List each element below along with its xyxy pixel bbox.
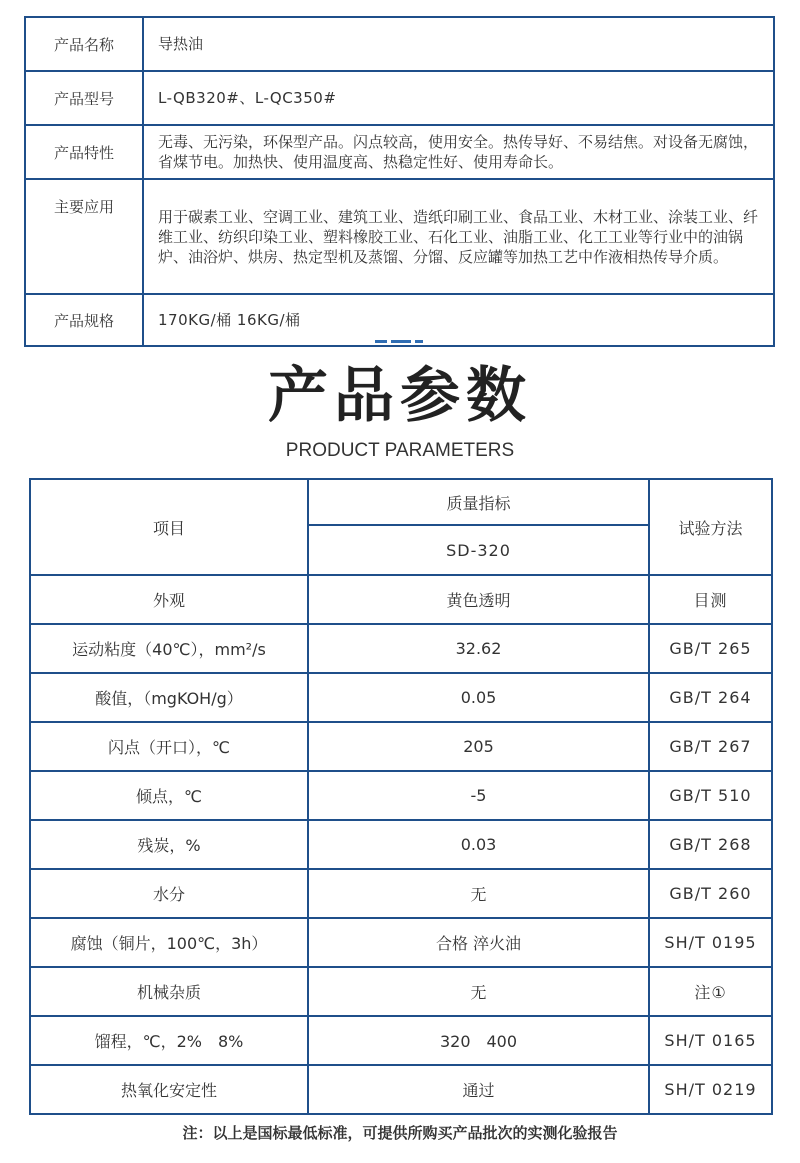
param-method: GB/T 268 bbox=[649, 820, 772, 869]
info-row-name bbox=[25, 17, 774, 71]
info-value: 导热油 bbox=[143, 17, 774, 71]
param-method: GB/T 264 bbox=[649, 673, 772, 722]
param-item: 运动粘度（40℃），mm²/s bbox=[30, 624, 308, 673]
info-label: 产品型号 bbox=[25, 71, 143, 125]
param-item: 腐蚀（铜片，100℃，3h） bbox=[30, 918, 308, 967]
info-value: 无毒、无污染，环保型产品。闪点较高，使用安全。热传导好、不易结焦。对设备无腐蚀，省煤节电。加热快、使用温度高、热稳定性好、使用寿命长。 bbox=[143, 125, 774, 179]
section-subtitle: PRODUCT PARAMETERS bbox=[285, 440, 515, 461]
info-label: 产品规格 bbox=[25, 294, 143, 346]
param-method: 注① bbox=[649, 967, 772, 1016]
header-grade: SD-320 bbox=[308, 525, 649, 575]
param-value: 无 bbox=[308, 967, 649, 1016]
param-method: GB/T 265 bbox=[649, 624, 772, 673]
param-method: GB/T 267 bbox=[649, 722, 772, 771]
info-value: 170KG/桶 16KG/桶 bbox=[143, 294, 774, 346]
title-decoration bbox=[375, 340, 423, 344]
param-item: 倾点，℃ bbox=[30, 771, 308, 820]
param-item: 闪点（开口），℃ bbox=[30, 722, 308, 771]
param-method: SH/T 0195 bbox=[649, 918, 772, 967]
param-item: 水分 bbox=[30, 869, 308, 918]
param-method: 目测 bbox=[649, 575, 772, 624]
info-row-applications bbox=[25, 179, 774, 294]
param-value: 黄色透明 bbox=[308, 575, 649, 624]
header-item: 项目 bbox=[30, 479, 308, 575]
param-value: 0.03 bbox=[308, 820, 649, 869]
parameters-table bbox=[29, 478, 773, 1115]
table-row bbox=[30, 771, 772, 820]
table-row bbox=[30, 673, 772, 722]
info-label: 产品特性 bbox=[25, 125, 143, 179]
param-value: 合格 淬火油 bbox=[308, 918, 649, 967]
table-row bbox=[30, 624, 772, 673]
param-value: 通过 bbox=[308, 1065, 649, 1114]
table-row bbox=[30, 1016, 772, 1065]
info-row-model bbox=[25, 71, 774, 125]
section-title: 产品参数 bbox=[268, 361, 532, 431]
footnote: 注：以上是国标最低标准，可提供所购买产品批次的实测化验报告 bbox=[182, 1124, 618, 1142]
param-item: 馏程，℃，2% 8% bbox=[30, 1016, 308, 1065]
table-row bbox=[30, 967, 772, 1016]
header-method: 试验方法 bbox=[649, 479, 772, 575]
info-label: 产品名称 bbox=[25, 17, 143, 71]
param-value: 320 400 bbox=[308, 1016, 649, 1065]
table-row bbox=[30, 722, 772, 771]
info-row-features bbox=[25, 125, 774, 179]
param-value: 32.62 bbox=[308, 624, 649, 673]
product-info-table bbox=[24, 16, 775, 347]
param-method: GB/T 260 bbox=[649, 869, 772, 918]
param-method: SH/T 0219 bbox=[649, 1065, 772, 1114]
param-value: -5 bbox=[308, 771, 649, 820]
param-method: GB/T 510 bbox=[649, 771, 772, 820]
table-row bbox=[30, 918, 772, 967]
header-row bbox=[30, 479, 772, 525]
param-method: SH/T 0165 bbox=[649, 1016, 772, 1065]
param-item: 热氧化安定性 bbox=[30, 1065, 308, 1114]
table-row bbox=[30, 869, 772, 918]
table-row bbox=[30, 1065, 772, 1114]
table-row bbox=[30, 575, 772, 624]
info-value: 用于碳素工业、空调工业、建筑工业、造纸印刷工业、食品工业、木材工业、涂装工业、纤维工业、纺织印染工业、塑料橡胶工业、石化工业、油脂工业、化工工业等行业中的油锅炉、油浴炉、烘房、热定型机及蒸馏、分馏、反应罐等加热工艺中作液相热传导介质。 bbox=[143, 179, 774, 294]
info-row-spec bbox=[25, 294, 774, 346]
param-value: 无 bbox=[308, 869, 649, 918]
info-value: L-QB320#、L-QC350# bbox=[143, 71, 774, 125]
param-item: 残炭，% bbox=[30, 820, 308, 869]
table-row bbox=[30, 820, 772, 869]
param-value: 205 bbox=[308, 722, 649, 771]
info-label: 主要应用 bbox=[25, 179, 143, 294]
param-value: 0.05 bbox=[308, 673, 649, 722]
param-item: 机械杂质 bbox=[30, 967, 308, 1016]
param-item: 酸值，（mgKOH/g） bbox=[30, 673, 308, 722]
header-quality: 质量指标 bbox=[308, 479, 649, 525]
param-item: 外观 bbox=[30, 575, 308, 624]
